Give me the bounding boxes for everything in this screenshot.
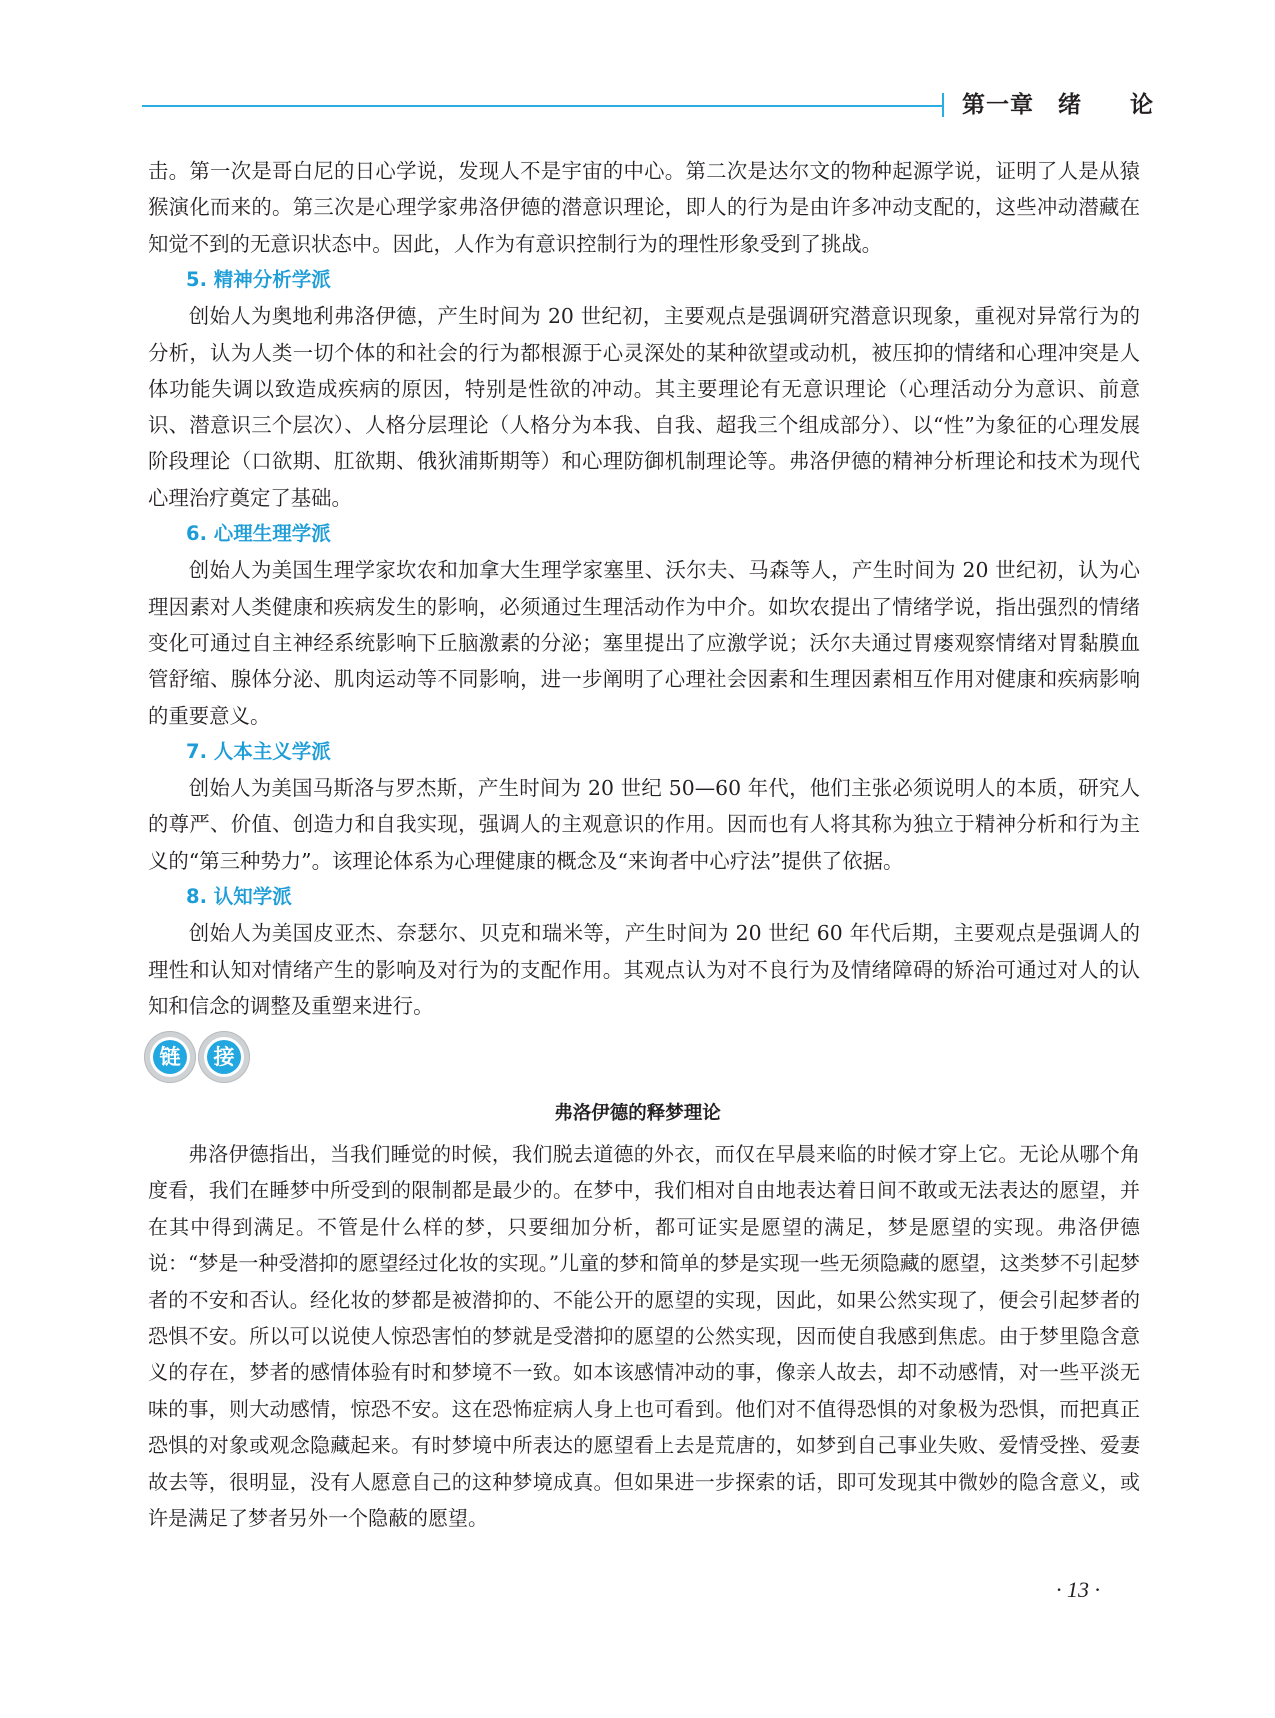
section-text-psychoanalysis: 创始人为奥地利弗洛伊德，产生时间为 20 世纪初，主要观点是强调研究潜意识现象，重视对异常行为的分析，认为人类一切个体的和社会的行为都根源于心灵深处的某种欲望或动机，被压抑的情绪和心理冲突是人体功能失调以致造成疾病的原因，特别是性欲的冲动。其主要理论有无意识理论（心理活动分为意识、前意识、潜意识三个层次）、人格分层理论（人格分为本我、自我、超我三个组成部分）、以“性”为象征的心理发展阶段理论（口欲期、肛欲期、俄狄浦斯期等）和心理防御机制理论等。弗洛伊德的精神分析理论和技术为现代心理治疗奠定了基础。 (148, 304, 1140, 510)
sidebar-box-title: 弗洛伊德的释梦理论 (554, 1103, 721, 1124)
section-heading-psychoanalysis: 5. 精神分析学派 (186, 268, 331, 291)
section-text-psychophysiology: 创始人为美国生理学家坎农和加拿大生理学家塞里、沃尔夫、马森等人，产生时间为 20 世纪初，认为心理因素对人类健康和疾病发生的影响，必须通过生理活动作为中介。如坎农提出了情绪学说，指出强烈的情绪变化可通过自主神经系统影响下丘脑激素的分泌；塞里提出了应激学说；沃尔夫通过胃瘘观察情绪对胃黏膜血管舒缩、腺体分泌、肌肉运动等不同影响，进一步阐明了心理社会因素和生理因素相互作用对健康和疾病影响的重要意义。 (148, 558, 1140, 728)
section-text-humanism: 创始人为美国马斯洛与罗杰斯，产生时间为 20 世纪 50—60 年代，他们主张必须说明人的本质，研究人的尊严、价值、创造力和自我实现，强调人的主观意识的作用。因而也有人将其称为独立于精神分析和行为主义的“第三种势力”。该理论体系为心理健康的概念及“来询者中心疗法”提供了依据。 (148, 776, 1140, 873)
link-badge-char-1: 链 (153, 1040, 187, 1074)
link-badge-circle-1 (144, 1031, 196, 1083)
page-number: · 13 · (1056, 1577, 1100, 1602)
sidebar-box-body (148, 1136, 1140, 1536)
header-rule (142, 105, 942, 107)
link-badge (144, 1031, 264, 1087)
sidebar-box-text: 弗洛伊德指出，当我们睡觉的时候，我们脱去道德的外衣，而仅在早晨来临的时候才穿上它。无论从哪个角度看，我们在睡梦中所受到的限制都是最少的。在梦中，我们相对自由地表达着日间不敢或无法表达的愿望，并在其中得到满足。不管是什么样的梦，只要细加分析，都可证实是愿望的满足，梦是愿望的实现。弗洛伊德说：“梦是一种受潜抑的愿望经过化妆的实现。”儿童的梦和简单的梦是实现一些无须隐藏的愿望，这类梦不引起梦者的不安和否认。经化妆的梦都是被潜抑的、不能公开的愿望的实现，因此，如果公然实现了，便会引起梦者的恐惧不安。所以可以说使人惊恐害怕的梦就是受潜抑的愿望的公然实现，因而使自我感到焦虑。由于梦里隐含意义的存在，梦者的感情体验有时和梦境不一致。如本该感情冲动的事，像亲人故去，却不动感情，对一些平淡无味的事，则大动感情，惊恐不安。这在恐怖症病人身上也可看到。他们对不值得恐惧的对象极为恐惧，而把真正恐惧的对象或观念隐藏起来。有时梦境中所表达的愿望看上去是荒唐的，如梦到自己事业失败、爱情受挫、爱妻故去等，很明显，没有人愿意自己的这种梦境成真。但如果进一步探索的话，即可发现其中微妙的隐含意义，或许是满足了梦者另外一个隐蔽的愿望。 (148, 1142, 1140, 1531)
intro-text: 击。第一次是哥白尼的日心学说，发现人不是宇宙的中心。第二次是达尔文的物种起源学说，证明了人是从猿猴演化而来的。第三次是心理学家弗洛伊德的潜意识理论，即人的行为是由许多冲动支配的，这些冲动潜藏在知觉不到的无意识状态中。因此，人作为有意识控制行为的理性形象受到了挑战。 (148, 159, 1140, 256)
link-badge-circle-2 (198, 1031, 250, 1083)
header-divider (942, 93, 944, 117)
chapter-title: 第一章 绪 论 (962, 92, 1154, 118)
link-badge-char-2: 接 (207, 1040, 241, 1074)
section-text-cognitive: 创始人为美国皮亚杰、奈瑟尔、贝克和瑞米等，产生时间为 20 世纪 60 年代后期，主要观点是强调人的理性和认知对情绪产生的影响及对行为的支配作用。其观点认为对不良行为及情绪障碍的矫治可通过对人的认知和信念的调整及重塑来进行。 (148, 921, 1140, 1018)
intro-paragraph (148, 153, 1140, 262)
section-heading-humanism: 7. 人本主义学派 (186, 739, 331, 763)
sections (148, 262, 1140, 1024)
section-heading-cognitive: 8. 认知学派 (186, 885, 292, 909)
section-heading-psychophysiology: 6. 心理生理学派 (186, 522, 331, 546)
